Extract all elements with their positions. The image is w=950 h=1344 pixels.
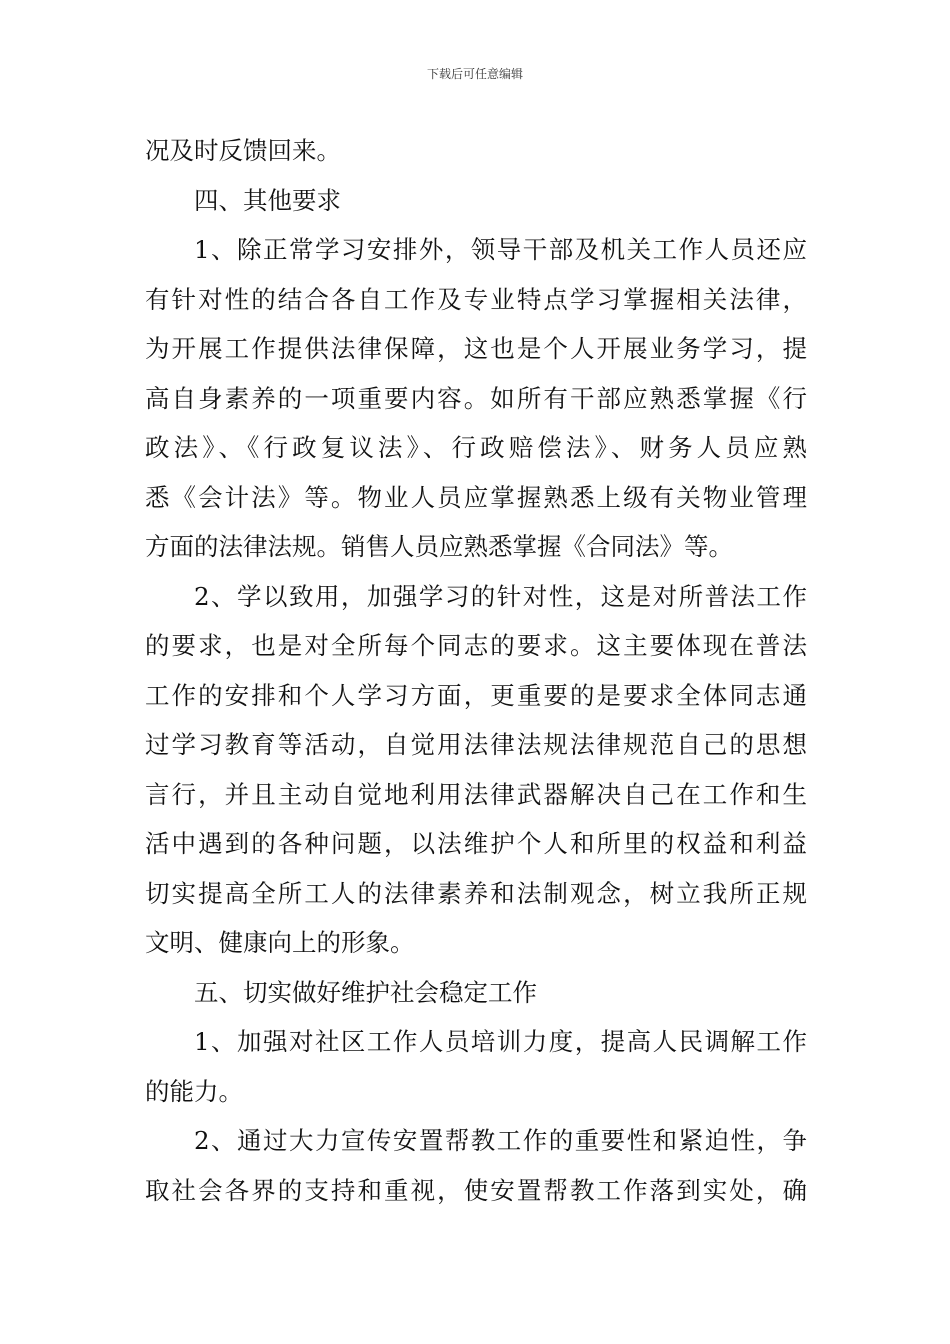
text-line: 五、切实做好维护社会稳定工作 — [194, 977, 537, 1007]
text-line: 政法》、《行政复议法》、行政赔偿法》、财务人员应熟 — [145, 433, 807, 462]
text-line: 活中遇到的各种问题，以法维护个人和所里的权益和利益 — [145, 829, 807, 858]
text-line: 的要求，也是对全所每个同志的要求。这主要体现在普法 — [145, 631, 807, 660]
text-line: 过学习教育等活动，自觉用法律法规法律规范自己的思想 — [145, 730, 807, 759]
text-line: 2、学以致用，加强学习的针对性，这是对所普法工作 — [194, 581, 807, 611]
text-line: 2、通过大力宣传安置帮教工作的重要性和紧迫性，争 — [194, 1126, 807, 1155]
document-body — [145, 126, 807, 1215]
text-line: 言行，并且主动自觉地利用法律武器解决自己在工作和生 — [145, 779, 807, 809]
text-line: 1、加强对社区工作人员培训力度，提高人民调解工作 — [194, 1027, 807, 1056]
text-line: 悉《会计法》等。物业人员应掌握熟悉上级有关物业管理 — [145, 482, 807, 512]
text-line: 高自身素养的一项重要内容。如所有干部应熟悉掌握《行 — [145, 383, 807, 413]
text-line: 四、其他要求 — [194, 185, 341, 215]
text-line: 的能力。 — [145, 1076, 243, 1106]
text-line: 有针对性的结合各自工作及专业特点学习掌握相关法律， — [145, 284, 807, 314]
text-line: 取社会各界的支持和重视，使安置帮教工作落到实处，确 — [145, 1175, 807, 1205]
text-line: 况及时反馈回来。 — [145, 136, 341, 165]
page-header: 下载后可任意编辑 — [426, 67, 523, 81]
text-line: 切实提高全所工人的法律素养和法制观念，树立我所正规 — [145, 878, 807, 908]
text-line: 1、除正常学习安排外，领导干部及机关工作人员还应 — [194, 235, 807, 264]
text-line: 工作的安排和个人学习方面，更重要的是要求全体同志通 — [145, 680, 807, 710]
text-line: 为开展工作提供法律保障，这也是个人开展业务学习，提 — [145, 334, 807, 363]
text-line: 方面的法律法规。销售人员应熟悉掌握《合同法》等。 — [145, 532, 733, 561]
text-line: 文明、健康向上的形象。 — [145, 928, 415, 957]
